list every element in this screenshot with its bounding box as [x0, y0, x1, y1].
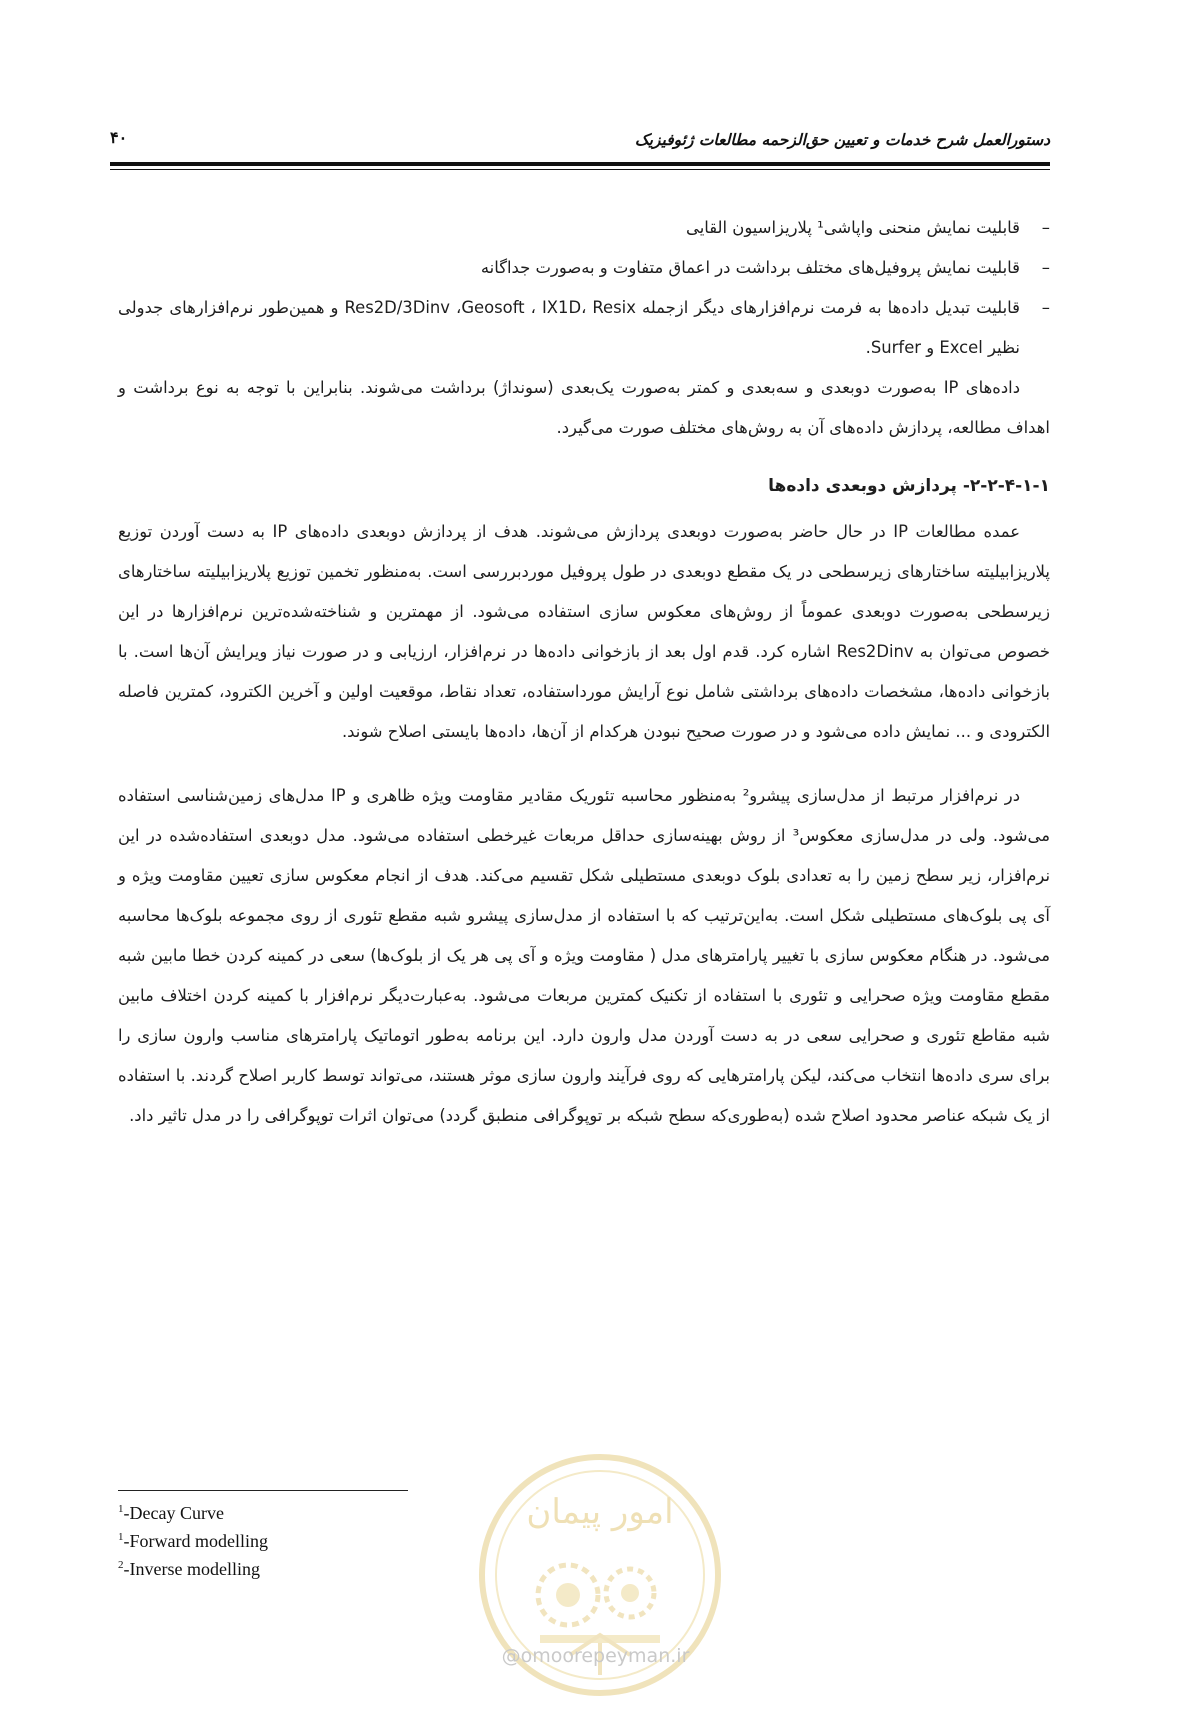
paragraph-gap	[118, 752, 1050, 776]
svg-text:امور پیمان: امور پیمان	[526, 1492, 674, 1532]
list-item: – قابلیت نمایش پروفیل‌های مختلف برداشت در اعماق متفاوت و به‌صورت جداگانه	[118, 248, 1050, 288]
list-item: – قابلیت تبدیل داده‌ها به فرمت نرم‌افزارهای دیگر ازجمله Res2D/3Dinv ،Geosoft ، IX1D، Resix و همین‌طور نرم‌افزارهای جدولی نظیر Excel و Surfer.	[118, 288, 1050, 368]
footnote: $^2$-Inverse modelling	[118, 1559, 260, 1579]
footnote: $^1$-Decay Curve	[118, 1503, 224, 1523]
body-paragraph: عمده مطالعات IP در حال حاضر به‌صورت دوبعدی پردازش می‌شوند. هدف از پردازش دوبعدی داده‌های IP به دست آوردن توزیع پلاریزابیلیته ساختارهای زیرسطحی در یک مقطع دوبعدی در طول پروفیل موردبررسی است. به‌منظور تخمین توزیع پلاریزابیلیته ساختارهای زیرسطحی به‌صورت دوبعدی عموماً از روش‌های معکوس سازی استفاده می‌شود. از مهمترین و شناخته‌شده‌ترین نرم‌افزارها در این خصوص می‌توان به Res2Dinv اشاره کرد. قدم اول بعد از بازخوانی داده‌ها در نرم‌افزار، ارزیابی و در صورت نیاز ویرایش آن‌ها است. با بازخوانی داده‌ها، مشخصات داده‌های برداشتی شامل نوع آرایش مورداستفاده، تعداد نقاط، موقعیت اولین و آخرین الکترود، کمترین فاصله الکترودی و ... نمایش داده می‌شود و در صورت صحیح نبودن هرکدام از آن‌ها، داده‌ها بایستی اصلاح شوند.	[118, 522, 1051, 741]
section-heading: ۲-۲-۴-۱-۱- پردازش دوبعدی داده‌ها	[768, 476, 1050, 496]
intro-paragraph: داده‌های IP به‌صورت دوبعدی و سه‌بعدی و کمتر به‌صورت یک‌بعدی (سونداژ) برداشت می‌شوند. بنابراین با توجه به نوع برداشت و اهداف مطالعه، پردازش داده‌های آن به روش‌های مختلف صورت می‌گیرد.	[118, 378, 1050, 437]
page-number: ۴۰	[110, 128, 128, 147]
feature-list	[118, 208, 1050, 368]
footnotes	[118, 1497, 268, 1581]
dash-bullet: –	[1041, 298, 1050, 317]
footnote: $^1$-Forward modelling	[118, 1531, 268, 1551]
list-item: – قابلیت نمایش منحنی واپاشی¹ پلاریزاسیون القایی	[118, 208, 1050, 248]
page-header	[110, 126, 1050, 156]
header-title: دستورالعمل شرح خدمات و تعیین حق‌الزحمه مطالعات ژئوفیزیک	[634, 130, 1050, 149]
dash-bullet: –	[1041, 218, 1050, 237]
body-paragraph: در نرم‌افزار مرتبط از مدل‌سازی پیشرو² به‌منظور محاسبه تئوریک مقادیر مقاومت ویژه ظاهری و IP مدل‌های زمین‌شناسی استفاده می‌شود. ولی در مدل‌سازی معکوس³ از روش بهینه‌سازی حداقل مربعات غیرخطی استفاده می‌شود. مدل دوبعدی استفاده‌شده در این نرم‌افزار، زیر سطح زمین را به تعدادی بلوک دوبعدی مستطیلی شکل تقسیم می‌کند. هدف از انجام معکوس سازی تعیین مقاومت ویژه و آی پی بلوک‌های مستطیلی شکل است. به‌این‌ترتیب که با استفاده از مدل‌سازی پیشرو شبه مقطع تئوری از روی مجموعه بلوک‌ها محاسبه می‌شود. در هنگام معکوس سازی با تغییر پارامترهای مدل ( مقاومت ویژه و آی پی هر یک از بلوک‌ها) سعی در کمینه کردن خطا مابین شبه مقطع مقاومت ویژه صحرایی و تئوری با استفاده از تکنیک کمترین مربعات می‌شود. به‌عبارت‌دیگر نرم‌افزار با کمینه کردن اختلاف مابین شبه مقاطع تئوری و صحرایی سعی در به دست آوردن مدل وارون دارد. این برنامه به‌طور اتوماتیک پارامترهای مناسب وارون سازی را برای سری داده‌ها انتخاب می‌کند، لیکن پارامترهایی که روی فرآیند وارون سازی موثر هستند، می‌تواند توسط کاربر اصلاح گردند. با استفاده از یک شبکه عناصر محدود اصلاح شده (به‌طوری‌که سطح شبکه بر توپوگرافی منطبق گردد) می‌توان اثرات توپوگرافی را در مدل تاثیر داد.	[118, 786, 1050, 1125]
header-rule	[110, 162, 1050, 170]
main-content	[118, 208, 1050, 1136]
dash-bullet: –	[1041, 258, 1050, 277]
footnote-divider	[118, 1490, 408, 1491]
site-watermark: @omoorepeyman.ir	[501, 1645, 690, 1667]
